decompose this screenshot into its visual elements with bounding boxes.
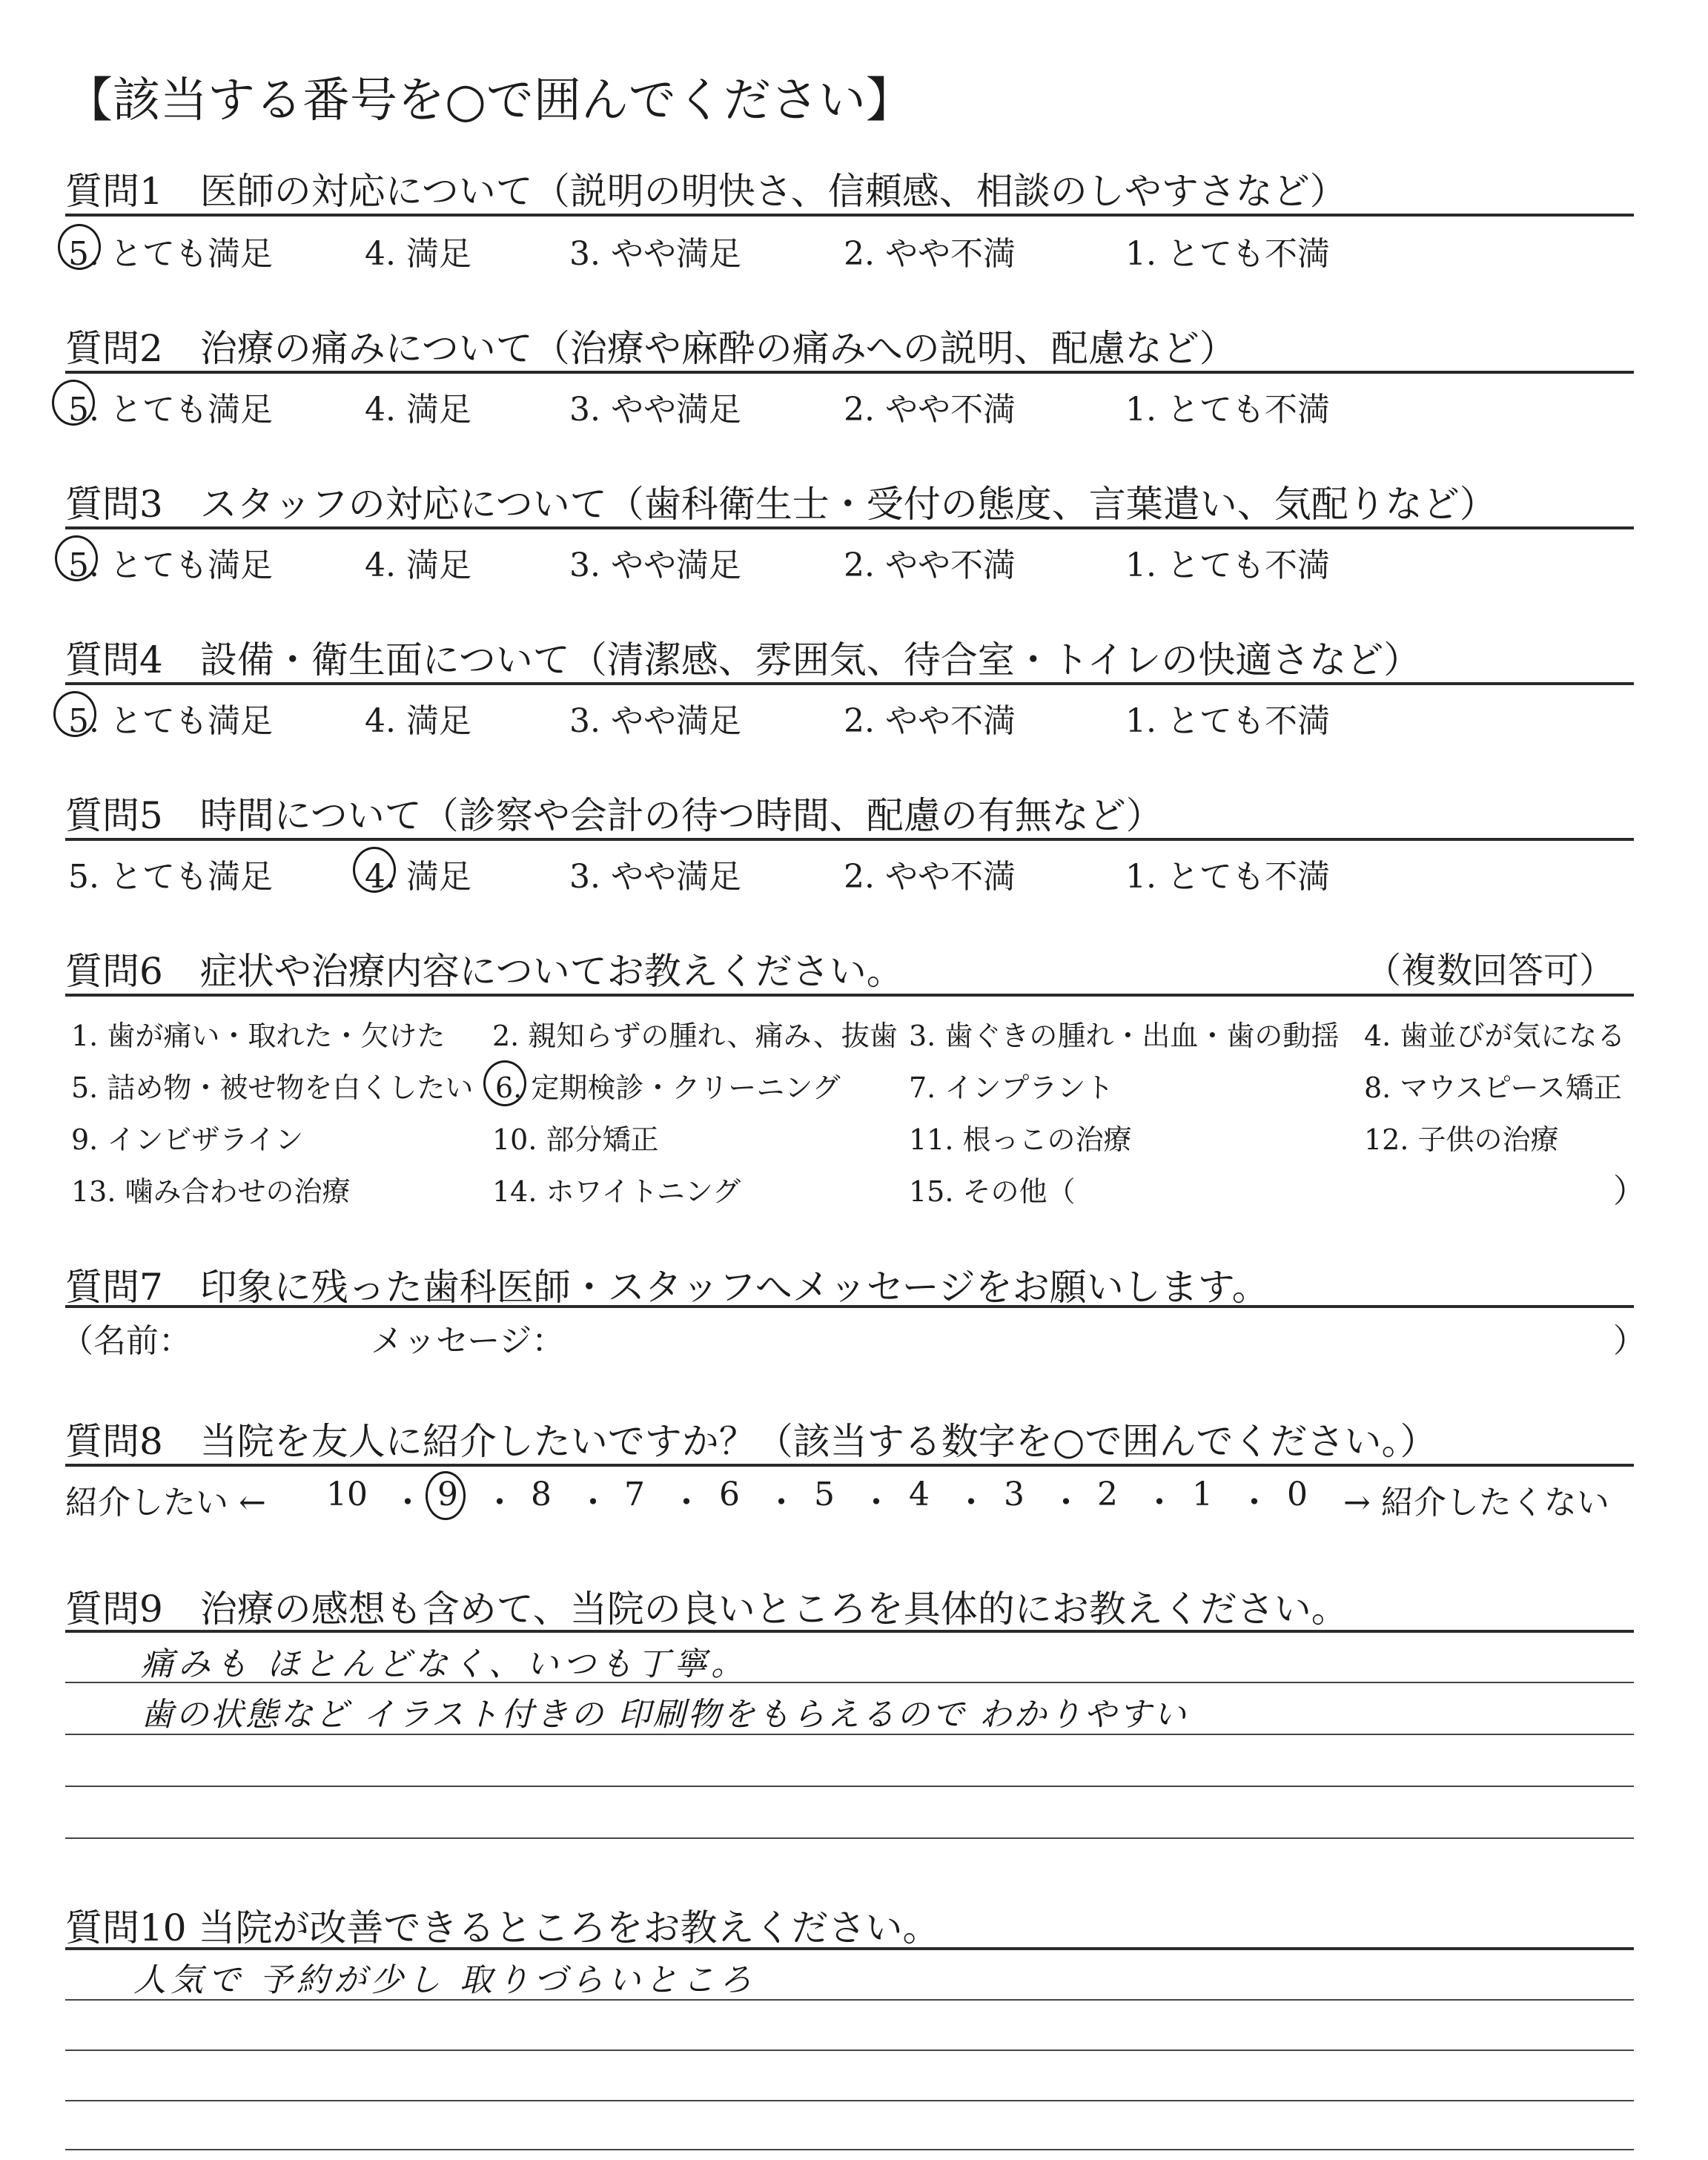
q1-option-4[interactable]: 4. 満足 — [365, 235, 471, 273]
q8-right-label: → 紹介したくない — [1343, 1484, 1609, 1522]
q8-number-3[interactable]: 3 — [1004, 1476, 1025, 1513]
q3-option-1[interactable]: 1. とても不満 — [1125, 546, 1330, 584]
q4-option-2[interactable]: 2. やや不満 — [844, 702, 1016, 740]
q2-selection-circle — [52, 380, 95, 426]
q8-number-4[interactable]: 4 — [909, 1476, 930, 1513]
q1-selection-circle — [58, 224, 101, 270]
q7-name-label: （名前： — [61, 1322, 191, 1360]
q8-number-9[interactable]: 9 — [437, 1476, 458, 1513]
q3-option-2[interactable]: 2. やや不満 — [844, 546, 1016, 584]
question-7-rule — [65, 1305, 1634, 1308]
question-2-heading: 質問2 治療の痛みについて（治療や麻酔の痛みへの説明、配慮など） — [65, 327, 1237, 370]
q8-number-6[interactable]: 6 — [719, 1476, 740, 1513]
q3-option-4[interactable]: 4. 満足 — [365, 546, 471, 584]
question-10-rule — [65, 1947, 1634, 1950]
q6-item-1[interactable]: 1. 歯が痛い・取れた・欠けた — [71, 1020, 446, 1052]
q8-number-8[interactable]: 8 — [531, 1476, 552, 1513]
q5-selection-circle — [353, 847, 396, 893]
q9-answer-line — [65, 1786, 1634, 1787]
q9-answer-line — [65, 1837, 1634, 1839]
question-2-rule — [65, 371, 1634, 374]
q2-option-1[interactable]: 1. とても不満 — [1125, 391, 1330, 429]
q6-item-2[interactable]: 2. 親知らずの腫れ、痛み、抜歯 — [492, 1020, 898, 1052]
q4-option-4[interactable]: 4. 満足 — [365, 702, 471, 740]
q6-item-14[interactable]: 14. ホワイトニング — [492, 1175, 741, 1208]
q8-separator: ・ — [483, 1484, 516, 1522]
q1-option-2[interactable]: 2. やや不満 — [844, 235, 1016, 273]
q6-item-3[interactable]: 3. 歯ぐきの腫れ・出血・歯の動揺 — [909, 1020, 1340, 1052]
q5-option-2[interactable]: 2. やや不満 — [844, 858, 1016, 896]
q2-option-5[interactable]: 5. とても満足 — [68, 391, 273, 429]
question-6-note: （複数回答可） — [1366, 950, 1615, 991]
q6-other-close-paren: ） — [1613, 1172, 1646, 1210]
q6-selection-circle — [483, 1060, 526, 1106]
q3-option-3[interactable]: 3. やや満足 — [569, 546, 741, 584]
q8-separator: ・ — [1050, 1484, 1082, 1522]
question-8-heading: 質問8 当院を友人に紹介したいですか？（該当する数字を○で囲んでください。） — [65, 1420, 1437, 1463]
q8-separator: ・ — [765, 1484, 798, 1522]
q8-number-2[interactable]: 2 — [1097, 1476, 1118, 1513]
q6-item-9[interactable]: 9. インビザライン — [71, 1123, 304, 1156]
q6-item-8[interactable]: 8. マウスピース矯正 — [1364, 1071, 1622, 1104]
question-1-rule — [65, 214, 1634, 217]
q8-separator: ・ — [1143, 1484, 1176, 1522]
q8-number-5[interactable]: 5 — [814, 1476, 835, 1513]
q2-option-2[interactable]: 2. やや不満 — [844, 391, 1016, 429]
question-5-rule — [65, 838, 1634, 841]
q8-number-10[interactable]: 10 — [326, 1476, 368, 1513]
question-6-heading: 質問6 症状や治療内容についてお教えください。 — [65, 950, 904, 993]
q6-item-10[interactable]: 10. 部分矯正 — [492, 1123, 659, 1156]
q6-item-5[interactable]: 5. 詰め物・被せ物を白くしたい — [71, 1071, 474, 1104]
q3-option-5[interactable]: 5. とても満足 — [68, 546, 273, 584]
q1-option-5[interactable]: 5. とても満足 — [68, 235, 273, 273]
q10-answer-line — [65, 2050, 1634, 2051]
q8-number-1[interactable]: 1 — [1192, 1476, 1213, 1513]
q5-option-5[interactable]: 5. とても満足 — [68, 858, 273, 896]
q2-option-3[interactable]: 3. やや満足 — [569, 391, 741, 429]
q8-separator: ・ — [860, 1484, 893, 1522]
q8-separator: ・ — [670, 1484, 703, 1522]
q5-option-4[interactable]: 4. 満足 — [365, 858, 471, 896]
question-3-rule — [65, 526, 1634, 529]
question-5-heading: 質問5 時間について（診察や会計の待つ時間、配慮の有無など） — [65, 794, 1163, 837]
question-9-heading: 質問9 治療の感想も含めて、当院の良いところを具体的にお教えください。 — [65, 1588, 1348, 1631]
q6-item-13[interactable]: 13. 噛み合わせの治療 — [71, 1175, 351, 1208]
q8-number-7[interactable]: 7 — [624, 1476, 645, 1513]
q4-selection-circle — [53, 691, 96, 737]
q8-left-label: 紹介したい ← — [65, 1484, 266, 1522]
q2-option-4[interactable]: 4. 満足 — [365, 391, 471, 429]
q4-option-1[interactable]: 1. とても不満 — [1125, 702, 1330, 740]
q6-item-6[interactable]: 6. 定期検診・クリーニング — [495, 1071, 841, 1104]
q1-option-1[interactable]: 1. とても不満 — [1125, 235, 1330, 273]
q10-handwritten-answer-1: 人気で 予約が少し 取りづらいところ — [133, 1961, 756, 1999]
q10-answer-line — [65, 2149, 1634, 2150]
question-6-rule — [65, 994, 1634, 997]
q8-selection-circle — [426, 1471, 466, 1520]
question-1-heading: 質問1 医師の対応について（説明の明快さ、信頼感、相談のしやすさなど） — [65, 170, 1347, 213]
question-10-heading: 質問10 当院が改善できるところをお教えください。 — [65, 1906, 940, 1949]
q9-handwritten-answer-1: 痛みも ほとんどなく、いつも丁寧。 — [141, 1645, 749, 1683]
q4-option-5[interactable]: 5. とても満足 — [68, 702, 273, 740]
q3-selection-circle — [55, 535, 98, 581]
question-3-heading: 質問3 スタッフの対応について（歯科衛生士・受付の態度、言葉遣い、気配りなど） — [65, 483, 1497, 526]
q9-handwritten-answer-2: 歯の状態など イラスト付きの 印刷物をもらえるので わかりやすい — [141, 1696, 1188, 1734]
q4-option-3[interactable]: 3. やや満足 — [569, 702, 741, 740]
q5-option-3[interactable]: 3. やや満足 — [569, 858, 741, 896]
q5-option-1[interactable]: 1. とても不満 — [1125, 858, 1330, 896]
q7-close-paren: ） — [1613, 1322, 1646, 1360]
q8-separator: ・ — [391, 1484, 424, 1522]
question-4-heading: 質問4 設備・衛生面について（清潔感、雰囲気、待合室・トイレの快適さなど） — [65, 638, 1421, 681]
q6-item-11[interactable]: 11. 根っこの治療 — [909, 1123, 1132, 1156]
q1-option-3[interactable]: 3. やや満足 — [569, 235, 741, 273]
q8-separator: ・ — [955, 1484, 987, 1522]
q10-answer-line — [65, 2100, 1634, 2101]
form-title: 【該当する番号を○で囲んでください】 — [65, 73, 913, 128]
question-7-heading: 質問7 印象に残った歯科医師・スタッフへメッセージをお願いします。 — [65, 1266, 1269, 1309]
q8-separator: ・ — [1238, 1484, 1271, 1522]
q8-number-0[interactable]: 0 — [1287, 1476, 1308, 1513]
q7-message-label: メッセージ： — [371, 1322, 565, 1360]
question-9-rule — [65, 1630, 1634, 1633]
q6-item-15[interactable]: 15. その他（ — [909, 1175, 1076, 1208]
q6-item-7[interactable]: 7. インプラント — [909, 1071, 1114, 1104]
question-8-rule — [65, 1464, 1634, 1467]
q6-item-12[interactable]: 12. 子供の治療 — [1364, 1123, 1559, 1156]
q8-separator: ・ — [577, 1484, 609, 1522]
q6-item-4[interactable]: 4. 歯並びが気になる — [1364, 1020, 1626, 1052]
question-4-rule — [65, 682, 1634, 685]
